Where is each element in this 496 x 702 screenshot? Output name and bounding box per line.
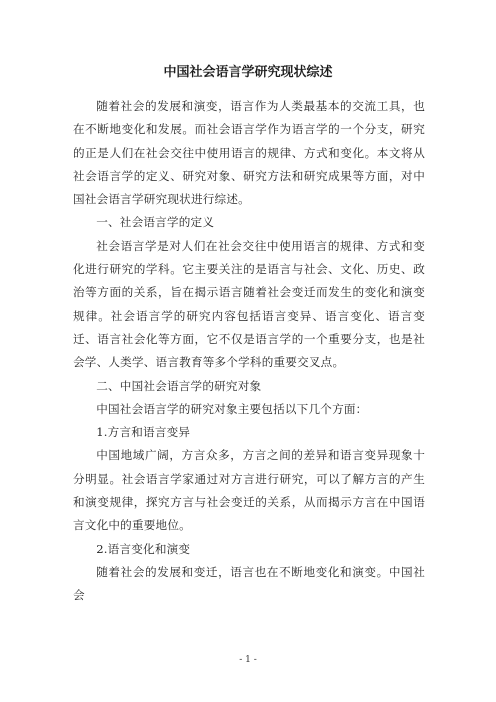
section-heading-definition: 一、社会语言学的定义: [96, 215, 215, 230]
page-number: - 1 -: [239, 655, 257, 665]
section-heading-research-objects: 二、中国社会语言学的研究对象: [96, 378, 262, 393]
document-title: 中国社会语言学研究现状综述: [163, 65, 333, 80]
document-body: [73, 95, 425, 608]
paragraph-dialects: 中国地域广阔，方言众多，方言之间的差异和语言变异现象十分明显。社会语言学家通过对方言进行研究，可以了解方言的产生和演变规律，探究方言与社会变迁的关系，从而揭示方言在中国语言文化中的重要地位。: [73, 448, 425, 533]
subheading-dialects: 1.方言和语言变异: [96, 425, 191, 440]
paragraph-intro: 随着社会的发展和演变，语言作为人类最基本的交流工具，也在不断地变化和发展。而社会语言学作为语言学的一个分支，研究的正是人们在社会交往中使用语言的规律、方式和变化。本文将从社会语言学的定义、研究对象、研究方法和研究成果等方面，对中国社会语言学研究现状进行综述。: [73, 99, 425, 207]
paragraph-definition: 社会语言学是对人们在社会交往中使用语言的规律、方式和变化进行研究的学科。它主要关注的是语言与社会、文化、历史、政治等方面的关系，旨在揭示语言随着社会变迁而发生的变化和演变规律。社会语言学的研究内容包括语言变异、语言变化、语言变迁、语言社会化等方面，它不仅是语言学的一个重要分支，也是社会学、人类学、语言教育等多个学科的重要交叉点。: [73, 238, 425, 370]
paragraph-research-objects-intro: 中国社会语言学的研究对象主要包括以下几个方面：: [96, 401, 368, 416]
paragraph-language-change: 随着社会的发展和变迁，语言也在不断地变化和演变。中国社会: [73, 564, 425, 603]
subheading-language-change: 2.语言变化和演变: [96, 541, 191, 556]
